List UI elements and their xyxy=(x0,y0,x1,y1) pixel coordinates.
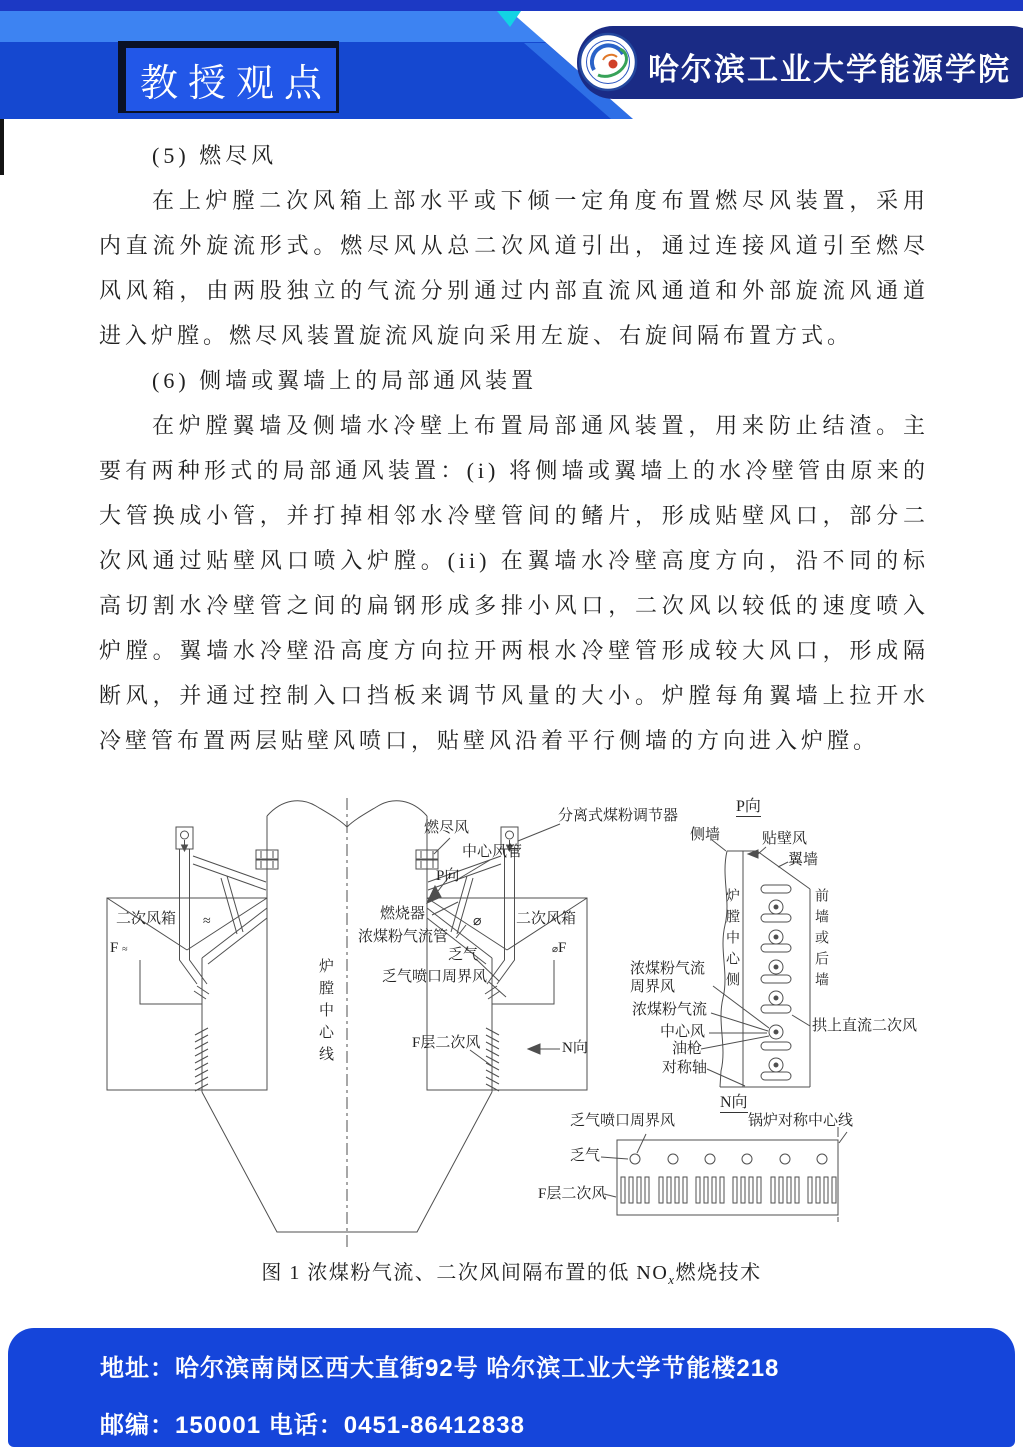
label-rich-coal-pipe: 浓煤粉气流管 xyxy=(358,929,449,945)
label-overfire-air: 燃尽风 xyxy=(424,820,470,836)
caption-subscript: x xyxy=(668,1272,676,1287)
pview-oil-gun: 油枪 xyxy=(672,1041,703,1057)
n-view-slot-bars xyxy=(621,1177,836,1203)
f-left-text: F xyxy=(110,940,119,956)
caption-prefix: 图 1 浓煤粉气流、二次风间隔布置的低 NO xyxy=(261,1262,669,1284)
cyan-accent-triangle xyxy=(497,11,521,27)
section-badge xyxy=(118,41,339,113)
label-windbox-mark-right: ⌀ xyxy=(473,914,482,929)
label-f-left xyxy=(110,940,128,958)
university-logo-icon xyxy=(580,34,636,90)
paragraph-overfire-air: 在上炉膛二次风箱上部水平或下倾一定角度布置燃尽风装置，采用内直流外旋流形式。燃尽风从总二次风道引出，通过连接风道引至燃尽风风箱，由两股独立的气流分别通过内部直流风通道和外部旋流风通道进入炉膛。燃尽风装置旋流风旋向采用左旋、右旋间隔布置方式。 xyxy=(99,188,929,348)
pview-center-air: 中心风 xyxy=(660,1024,706,1040)
nview-lean-air: 乏气 xyxy=(570,1148,601,1164)
pview-wall-air: 贴壁风 xyxy=(762,831,808,847)
nview-lean-perimeter: 乏气喷口周界风 xyxy=(570,1113,676,1129)
figure-caption xyxy=(0,1256,1023,1288)
pview-rich-flow: 浓煤粉气流 xyxy=(632,1002,708,1018)
label-lean-perimeter: 乏气喷口周界风 xyxy=(382,969,488,985)
pview-front-rear-wall: 前墙或后墙 xyxy=(813,888,828,993)
label-windbox-mark-left: ≈ xyxy=(203,914,211,929)
label-f-layer-air: F层二次风 xyxy=(412,1035,481,1051)
left-edge-print-mark xyxy=(0,119,4,175)
label-furnace-centerline: 炉膛中心线 xyxy=(317,958,333,1068)
pview-rich-flow-line2: 周界风 xyxy=(630,979,676,995)
nview-boiler-centerline: 锅炉对称中心线 xyxy=(748,1113,854,1129)
pview-arch-air: 拱上直流二次风 xyxy=(812,1018,918,1034)
heading-item-5: (5) 燃尽风 xyxy=(152,143,278,168)
label-p-direction: P向 xyxy=(436,868,460,884)
org-name: 哈尔滨工业大学能源学院 xyxy=(648,52,1011,87)
f-right-mark: ⌀ xyxy=(552,944,559,955)
heading-item-6: (6) 侧墙或翼墙上的局部通风装置 xyxy=(152,368,538,393)
nview-f-layer: F层二次风 xyxy=(538,1186,607,1202)
article-body xyxy=(99,133,929,761)
nview-title: N向 xyxy=(720,1094,748,1111)
label-windbox-left: 二次风箱 xyxy=(116,911,177,927)
pview-furnace-center-side: 炉膛中心侧 xyxy=(724,888,739,993)
f-left-mark: ≈ xyxy=(122,944,128,955)
caption-suffix: 燃烧技术 xyxy=(675,1262,762,1284)
pview-wing-wall: 翼墙 xyxy=(788,852,819,868)
label-center-air-pipe: 中心风管 xyxy=(462,844,523,860)
label-windbox-right: 二次风箱 xyxy=(516,911,577,927)
label-coal-separator: 分离式煤粉调节器 xyxy=(558,808,679,824)
label-f-right xyxy=(552,940,566,958)
pview-title: P向 xyxy=(736,798,761,815)
pview-symmetry-axis: 对称轴 xyxy=(662,1060,708,1076)
paragraph-local-vent: 在炉膛翼墙及侧墙水冷壁上布置局部通风装置，用来防止结渣。主要有两种形式的局部通风装置：(i) 将侧墙或翼墙上的水冷壁管由原来的大管换成小管，并打掉相邻水冷壁管间的鳍片，形成贴壁风口，部分二次风通过贴壁风口喷入炉膛。(ii) 在翼墙水冷壁高度方向，沿不同的标高切割水冷壁管之间的扁钢形成多排小风口，二次风以较低的速度喷入炉膛。翼墙水冷壁沿高度方向拉开两根水冷壁管形成较大风口，形成隔断风，并通过控制入口挡板来调节风量的大小。炉膛每角翼墙上拉开水冷壁管布置两层贴壁风喷口，贴壁风沿着平行侧墙的方向进入炉膛。 xyxy=(99,413,929,753)
footer-contact: 邮编：150001 电话：0451-86412838 xyxy=(100,1412,525,1439)
pview-side-wall: 侧墙 xyxy=(690,827,721,843)
f-right-text: F xyxy=(558,940,567,956)
section-badge-label: 教授观点 xyxy=(139,63,332,105)
label-burner: 燃烧器 xyxy=(380,906,426,922)
figure-diagram xyxy=(0,755,1023,1275)
label-lean-air: 乏气 xyxy=(448,947,479,963)
label-n-direction: N向 xyxy=(562,1040,588,1056)
footer-address: 地址：哈尔滨南岗区西大直街92号 哈尔滨工业大学节能楼218 xyxy=(100,1355,780,1382)
pview-rich-flow-line1: 浓煤粉气流 xyxy=(630,961,706,977)
footer-contact-block xyxy=(8,1328,1015,1447)
